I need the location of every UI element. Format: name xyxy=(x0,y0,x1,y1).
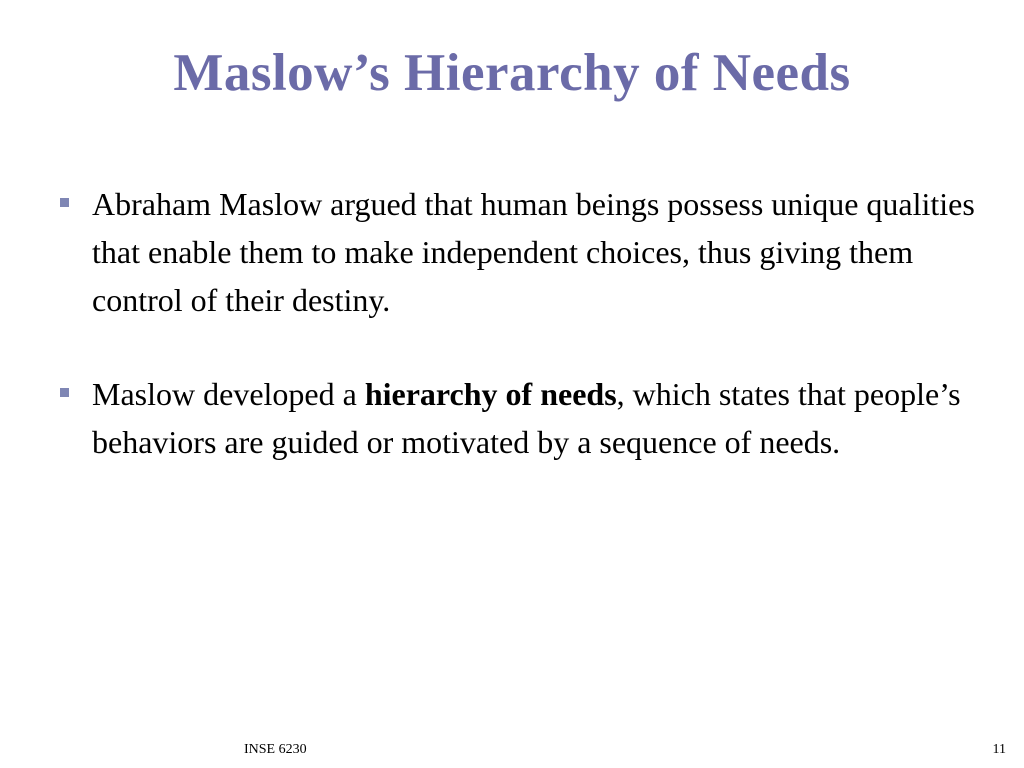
square-bullet-icon xyxy=(60,198,69,207)
bullet-text-2-before: Maslow developed a xyxy=(92,376,365,412)
square-bullet-icon xyxy=(60,388,69,397)
footer-page-number: 11 xyxy=(992,742,1006,757)
footer-course: INSE 6230 xyxy=(244,742,307,757)
bullet-text-2-after: , which states that people’s behaviors are guided or motivated by a sequence of needs. xyxy=(92,376,961,460)
bullet-text-2-bold: hierarchy of needs xyxy=(364,376,617,412)
bullet-list xyxy=(56,180,976,512)
bullet-item-1 xyxy=(56,180,976,324)
slide-title: Maslow’s Hierarchy of Needs xyxy=(173,44,851,102)
bullet-text-1: Abraham Maslow argued that human beings possess unique qualities that enable them to make independent choices, thus giving them control of their destiny. xyxy=(92,186,975,318)
bullet-item-2 xyxy=(56,370,976,466)
